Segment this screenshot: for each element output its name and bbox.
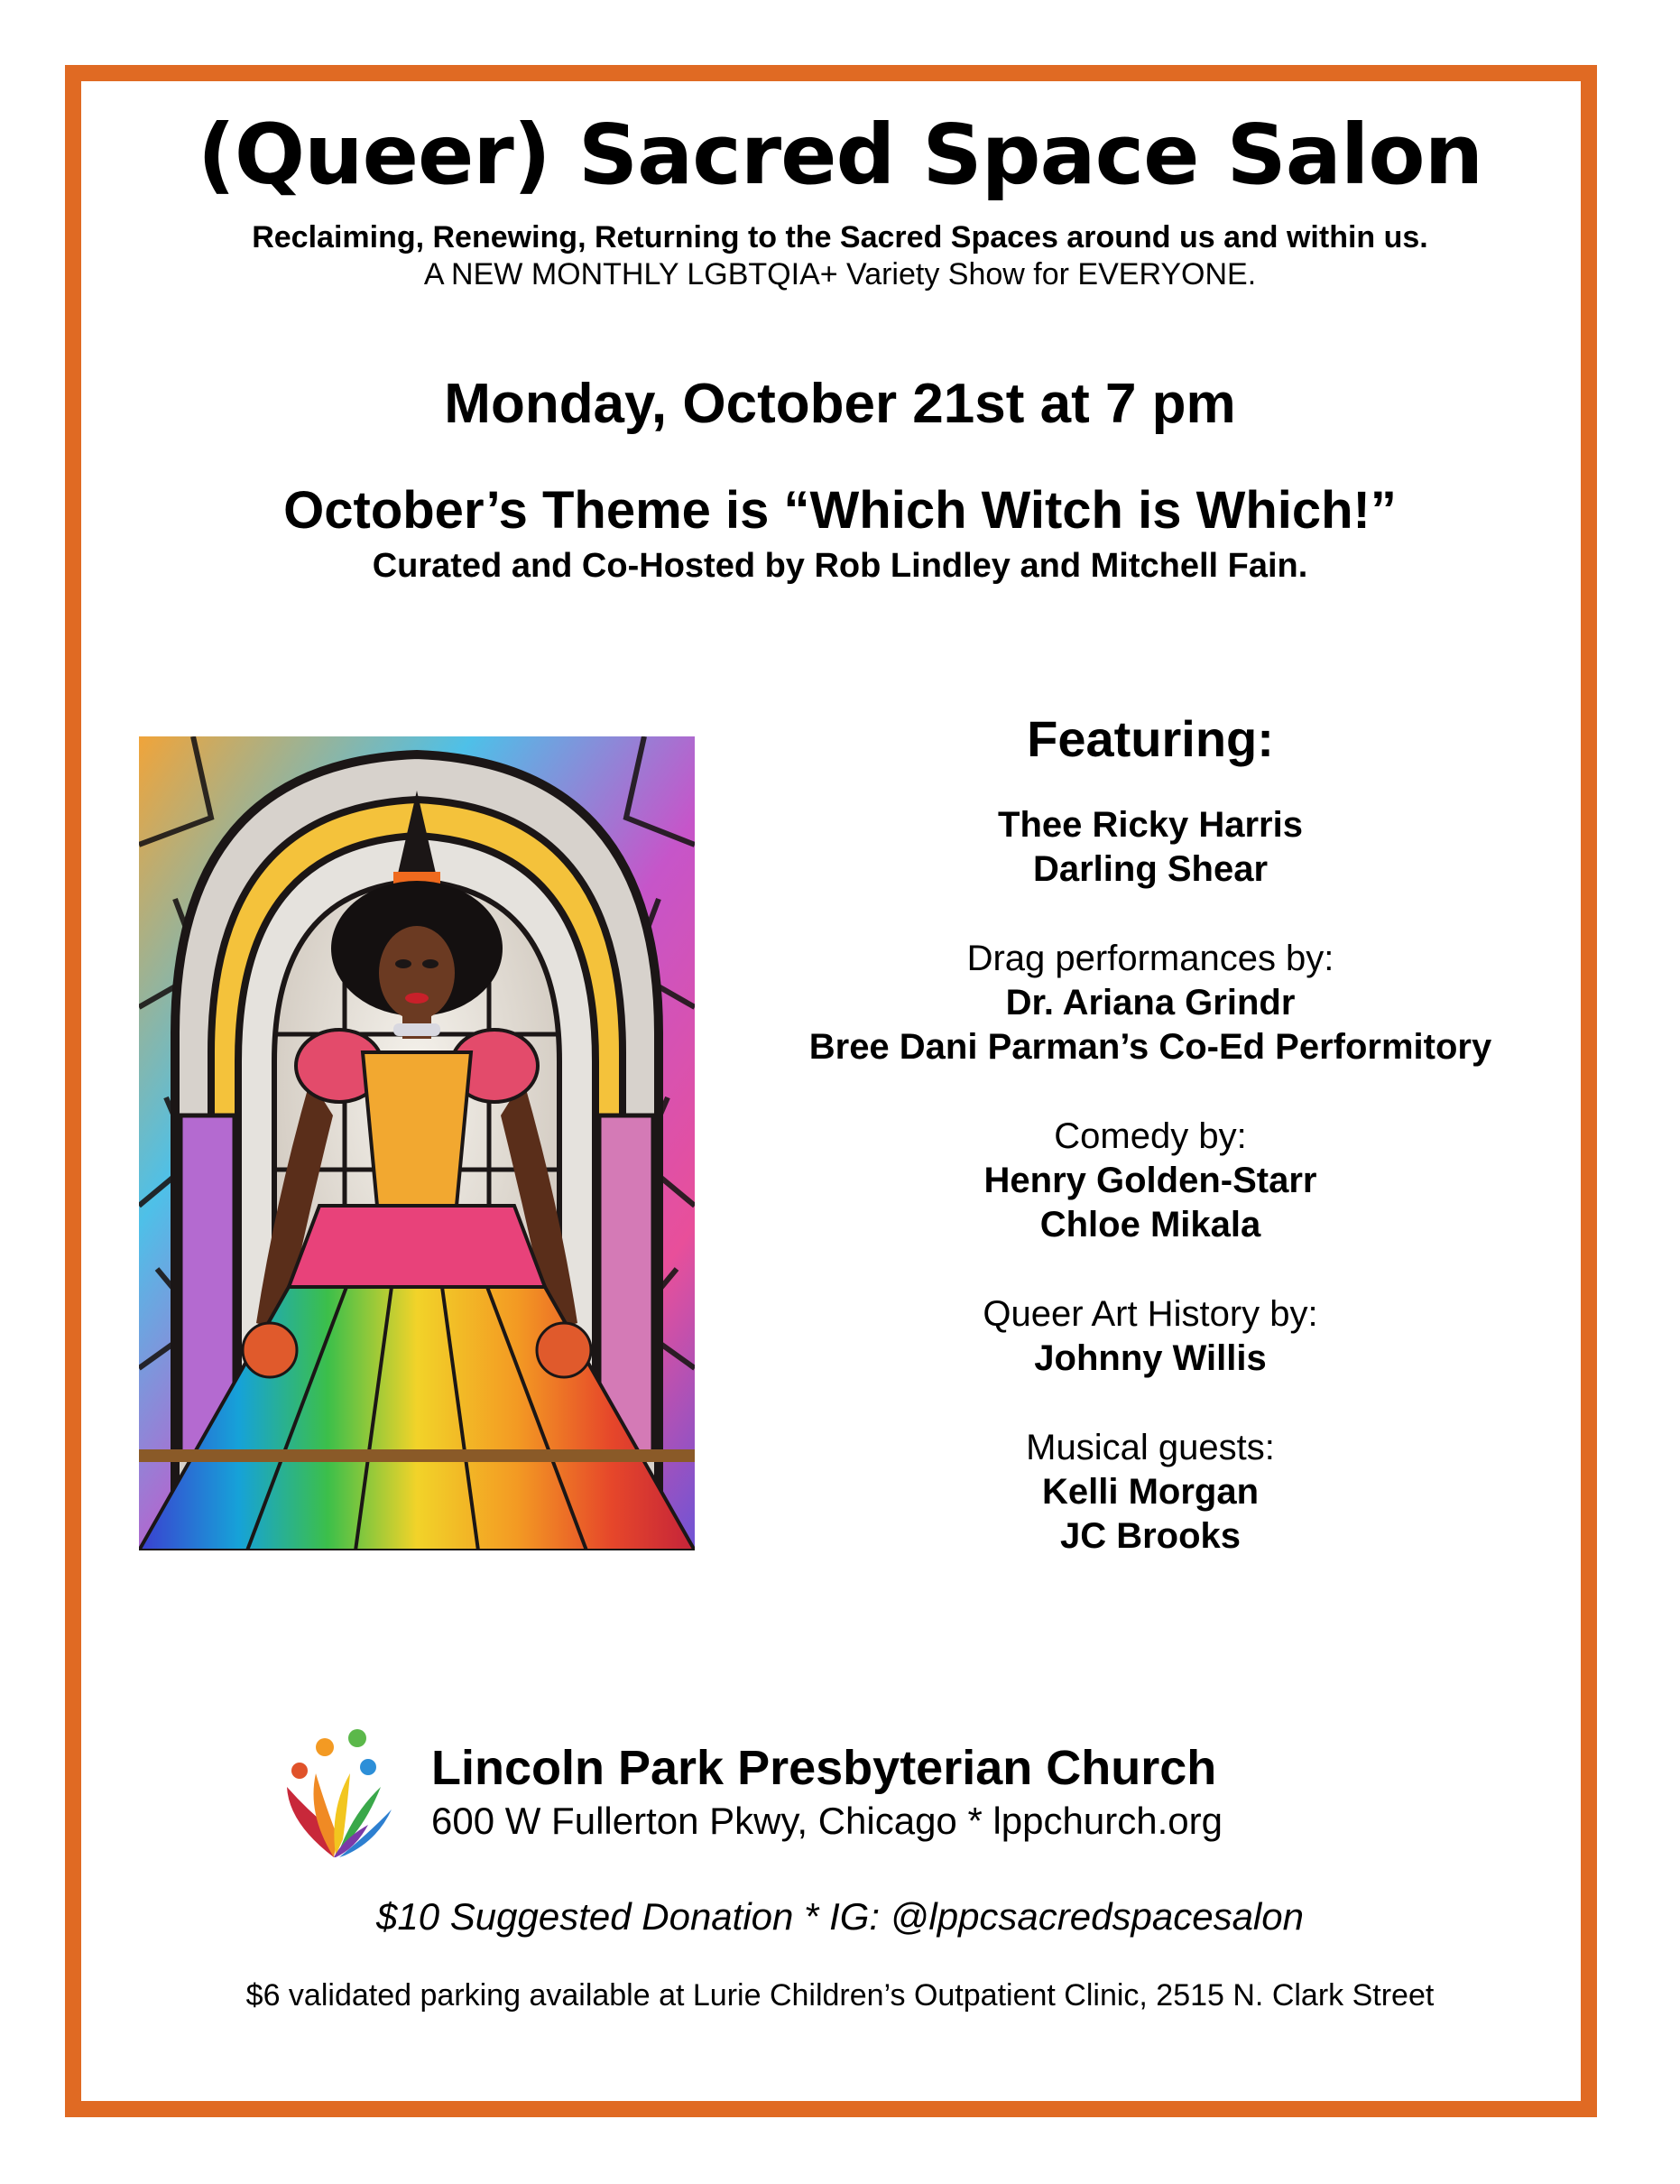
musical-guest: Kelli Morgan <box>1041 1472 1260 1512</box>
musical-guest: JC Brooks <box>1059 1516 1242 1556</box>
curators: Curated and Co-Hosted by Rob Lindley and Mitchell Fain. <box>372 547 1308 585</box>
tagline: Reclaiming, Renewing, Returning to the Sacred Spaces around us and within us. <box>252 220 1428 254</box>
headliner: Thee Ricky Harris <box>998 805 1303 845</box>
drag-performer: Bree Dani Parman’s Co-Ed Performitory <box>808 1027 1492 1067</box>
comedian: Chloe Mikala <box>1039 1205 1261 1245</box>
venue-address: 600 W Fullerton Pkwy, Chicago * lppchurch.org <box>431 1800 1223 1842</box>
event-theme: October’s Theme is “Which Witch is Which!” <box>283 481 1397 540</box>
historian: Johnny Willis <box>1034 1338 1267 1378</box>
poster-title: (Queer) Sacred Space Salon <box>197 106 1483 203</box>
drag-performer: Dr. Ariana Grindr <box>1005 983 1296 1023</box>
donation-info: $10 Suggested Donation * IG: @lppcsacredspacesalon <box>376 1895 1304 1938</box>
venue-name: Lincoln Park Presbyterian Church <box>431 1741 1217 1795</box>
show-description: A NEW MONTHLY LGBTQIA+ Variety Show for EVERYONE. <box>423 257 1257 292</box>
music-label: Musical guests: <box>1026 1428 1275 1467</box>
church-logo-icon <box>280 1724 397 1859</box>
drag-label: Drag performances by: <box>966 939 1334 978</box>
comedian: Henry Golden-Starr <box>983 1161 1317 1200</box>
headliner: Darling Shear <box>1032 849 1269 889</box>
event-date: Monday, October 21st at 7 pm <box>444 373 1236 435</box>
comedy-label: Comedy by: <box>1054 1116 1247 1156</box>
featuring-heading: Featuring: <box>1027 710 1274 767</box>
history-label: Queer Art History by: <box>983 1294 1318 1334</box>
parking-info: $6 validated parking available at Lurie Children’s Outpatient Clinic, 2515 N. Clark Street <box>245 1978 1435 2013</box>
stained-glass-witch-illustration <box>139 736 695 1550</box>
